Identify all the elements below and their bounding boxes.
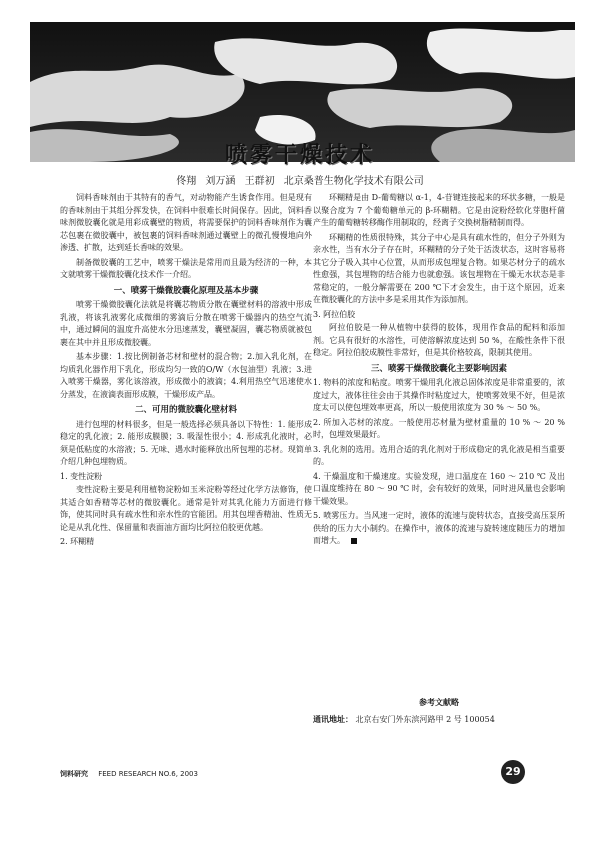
paragraph: 环糊精是由 D-葡萄糖以 α-1，4-苷键连接起来的环状多糖，一般是以聚合度为 7 个葡萄糖单元的 β-环糊精。它是由淀粉经软化芽胞杆菌产生的葡萄糖转移酶作用制取的，经离子交换树脂精制而得。: [313, 193, 565, 227]
section-heading: 三、喷雾干燥微胶囊化主要影响因素: [370, 363, 507, 374]
references-block: [313, 697, 565, 726]
paragraph: 阿拉伯胶是一种从植物中获得的胶体，现用作食品的配料和添加剂。它具有很好的水溶性，可使溶解浓度达到 50 %，在酸性条件下很稳定。阿拉伯胶成膜性非常好，但是其价格较高，限制其使用。: [313, 323, 565, 357]
paragraph: 基本步骤：1.按比例制备芯材和壁材的混合物；2.加入乳化剂，在均质乳化器作用下乳化，形成均匀一致的O/W（水包油型）乳液；3.进入喷雾干燥器，雾化该溶液，形成微小的液滴；4.利用热空气迅速使水分蒸发，在液滴表面形成膜，干燥形成产品。: [60, 352, 312, 399]
journal-brand: 饲料研究: [60, 770, 88, 778]
authors: 佟翔 刘万涵 王群初: [176, 176, 275, 187]
right-column: [313, 192, 565, 550]
references-title: 参考文献略: [419, 698, 459, 707]
paragraph: 变性淀粉主要是利用植物淀粉如玉米淀粉等经过化学方法修饰，使其适合如香精等芯材的微胶囊化。通常是针对其乳化能力方面进行修饰，使其同时具有疏水性和亲水性的官能团。用其包埋香精油、性质无论是从乳化性、保留量和表面油方面均比阿拉伯胶更优越。: [60, 485, 312, 532]
subsection-heading: 3. 阿拉伯胶: [313, 309, 356, 319]
journal-issue: FEED RESEARCH NO.6, 2003: [98, 770, 198, 778]
section-heading: 二、可用的微胶囊化壁材料: [134, 405, 237, 415]
page-number: 29: [501, 760, 525, 784]
page-footer: [60, 769, 530, 779]
subsection-heading: 1. 变性淀粉: [60, 471, 103, 481]
article-byline: [0, 172, 600, 187]
contact-address: [313, 713, 565, 726]
paragraph: 2. 所加入芯材的浓度。一般使用芯材量为壁材重量的 10 % ～ 20 % 时，包埋效果最好。: [313, 417, 565, 439]
address-text: 北京右安门外东滨河路甲 2 号 100054: [355, 715, 495, 724]
paragraph: [313, 510, 565, 548]
article-title: 喷雾干燥技术: [224, 143, 375, 168]
end-of-article-icon: [351, 538, 357, 544]
paragraph-text: 5. 喷雾压力。当风速一定时，液体的流速与旋转状态，直接受高压泵所供给的压力大小制约。在操作中，液体的流速与旋转速度随压力的增加而增大。: [313, 511, 565, 545]
address-label: 通讯地址：: [313, 714, 353, 724]
left-column: [60, 192, 312, 550]
paragraph: 3. 乳化剂的选用。选用合适的乳化剂对于形成稳定的乳化液是相当重要的。: [313, 444, 565, 466]
subsection-heading: 2. 环糊精: [60, 537, 95, 546]
section-heading: 一、喷雾干燥微胶囊化原理及基本步骤: [113, 285, 259, 296]
paragraph: 4. 干燥温度和干燥速度。实验发现，进口温度在 160 ～ 210 ℃ 及出口温度维持在 80 ～ 90 ℃ 时，会有较好的效果，同时进风量也会影响干燥效果。: [313, 471, 565, 506]
paragraph: 进行包埋的材料很多，但是一般选择必须具备以下特性：1. 能形成稳定的乳化液；2. 能形成膜膜；3. 吸湿性很小；4. 形成乳化液时，必须是低粘度的水溶液；5. 无味、遇水时能释放出所包埋的芯材。现简单介绍几种包埋物质。: [60, 419, 312, 466]
paragraph: 喷雾干燥微胶囊化法就是将囊芯物质分散在囊壁材料的溶液中形成乳液，将该乳液雾化成微细的雾滴后分散在喷雾干燥器内的热空气流中，通过瞬间的温度升高使水分迅速蒸发，囊壁凝固，囊芯物质就被包裹在其中并且形成微胶囊。: [60, 300, 312, 347]
paragraph: 环糊精的性质很特殊，其分子中心是具有疏水性的，但分子外则为亲水性，当有水分子存在时，环糊精的分子处于活泼状态，这时容易将其它分子吸入其中心位置，从而形成包埋复合物。如果芯材分子的疏水性愈强，其包埋物的结合能力也就愈强。该包埋物在干燥无水状态是非常稳定的，一般分解需要在 200 ℃下才会发生，由于这个原因，近来在微胶囊化的方法中多是采用其作为添加剂。: [313, 232, 565, 304]
affiliation: 北京桑普生物化学技术有限公司: [283, 176, 424, 187]
paragraph: 饲料香味剂由于其特有的香气，对动物能产生诱食作用。但是现有的香味剂由于其组分挥发快，在饲料中很难长时间保存。因此，饲料香味剂微胶囊化就是用彩成囊壁的物质，将需要保护的饲料香味剂作为囊芯包裹在微胶囊中，被包裹的饲料香味剂通过囊壁上的微孔慢慢地向外渗透、扩散，达到延长香味的效果。: [60, 193, 312, 252]
paragraph: 制备微胶囊的工艺中，喷雾干燥法是常用而且最为经济的一种，本文就喷雾干燥微胶囊化技术作一介绍。: [60, 257, 312, 279]
paragraph: 1. 物料的浓度和粘度。喷雾干燥用乳化液总固体浓度是非常重要的，浓度过大，液体往往会由于其操作时粘度过大，使喷雾效果不好，但是浓度太可以使包埋效率更高，所以一般使用浓度为 30 % ～ 50 %。: [313, 378, 565, 412]
